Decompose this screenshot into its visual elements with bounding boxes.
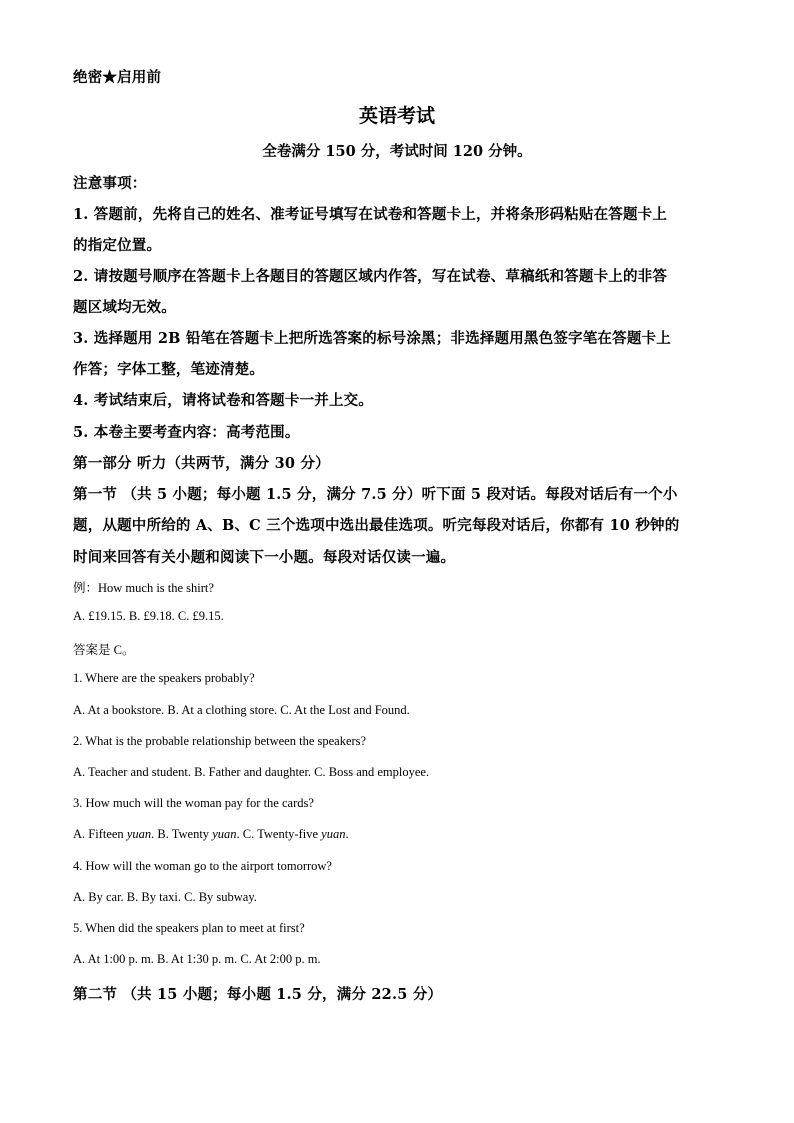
note-2-line-1: 2. 请按题号顺序在答题卡上各题目的答题区域内作答，写在试卷、草稿纸和答题卡上的非答	[73, 268, 668, 285]
q3-end: .	[345, 827, 349, 841]
q3-option-b: . B. Twenty	[151, 827, 213, 841]
note-5: 5. 本卷主要考查内容：高考范围。	[73, 424, 300, 441]
note-3-line-1: 3. 选择题用 2B 铅笔在答题卡上把所选答案的标号涂黑；非选择题用黑色签字笔在答题卡上	[73, 330, 671, 347]
example-question: 例：How much is the shirt?	[73, 581, 214, 595]
notes-heading: 注意事项：	[73, 175, 147, 192]
yuan-word-a: yuan	[126, 827, 152, 841]
question-3: 3. How much will the woman pay for the cards?	[73, 796, 314, 810]
question-2: 2. What is the probable relationship between the speakers?	[73, 734, 367, 748]
section2-heading: 第二节 （共 15 小题；每小题 1.5 分，满分 22.5 分）	[73, 986, 443, 1003]
part1-heading: 第一部分 听力（共两节，满分 30 分）	[73, 455, 330, 472]
note-2-line-2: 题区域均无效。	[73, 299, 176, 316]
question-5-options: A. At 1:00 p. m. B. At 1:30 p. m. C. At 2:00 p. m.	[73, 952, 321, 966]
question-4-options: A. By car. B. By taxi. C. By subway.	[73, 890, 257, 904]
question-1: 1. Where are the speakers probably?	[73, 671, 255, 685]
exam-subtitle: 全卷满分 150 分，考试时间 120 分钟。	[262, 143, 532, 160]
secrecy-label: 绝密★启用前	[73, 69, 162, 86]
example-answer: 答案是 C。	[73, 643, 135, 657]
q3-option-a: A. Fifteen	[73, 827, 127, 841]
section1-line-1: 第一节 （共 5 小题；每小题 1.5 分，满分 7.5 分）听下面 5 段对话。每段对话后有一个小	[73, 486, 678, 503]
question-3-options	[73, 827, 349, 842]
note-1-line-2: 的指定位置。	[73, 237, 162, 254]
example-options: A. £19.15. B. £9.18. C. £9.15.	[73, 609, 224, 623]
section1-line-3: 时间来回答有关小题和阅读下一小题。每段对话仅读一遍。	[73, 549, 456, 566]
section1-line-2: 题，从题中所给的 A、B、C 三个选项中选出最佳选项。听完每段对话后，你都有 10 秒钟的	[73, 517, 680, 534]
note-4: 4. 考试结束后，请将试卷和答题卡一并上交。	[73, 392, 374, 409]
yuan-word-c: yuan	[321, 827, 346, 841]
question-4: 4. How will the woman go to the airport tomorrow?	[73, 859, 332, 873]
question-1-options: A. At a bookstore. B. At a clothing store. C. At the Lost and Found.	[73, 703, 410, 717]
q3-option-c: . C. Twenty-five	[236, 827, 322, 841]
note-3-line-2: 作答；字体工整，笔迹清楚。	[73, 361, 265, 378]
question-2-options: A. Teacher and student. B. Father and daughter. C. Boss and employee.	[73, 765, 430, 779]
note-1-line-1: 1. 答题前，先将自己的姓名、准考证号填写在试卷和答题卡上，并将条形码粘贴在答题卡上	[73, 206, 668, 223]
yuan-word-b: yuan	[212, 827, 237, 841]
question-5: 5. When did the speakers plan to meet at first?	[73, 921, 305, 935]
exam-title: 英语考试	[358, 105, 435, 127]
